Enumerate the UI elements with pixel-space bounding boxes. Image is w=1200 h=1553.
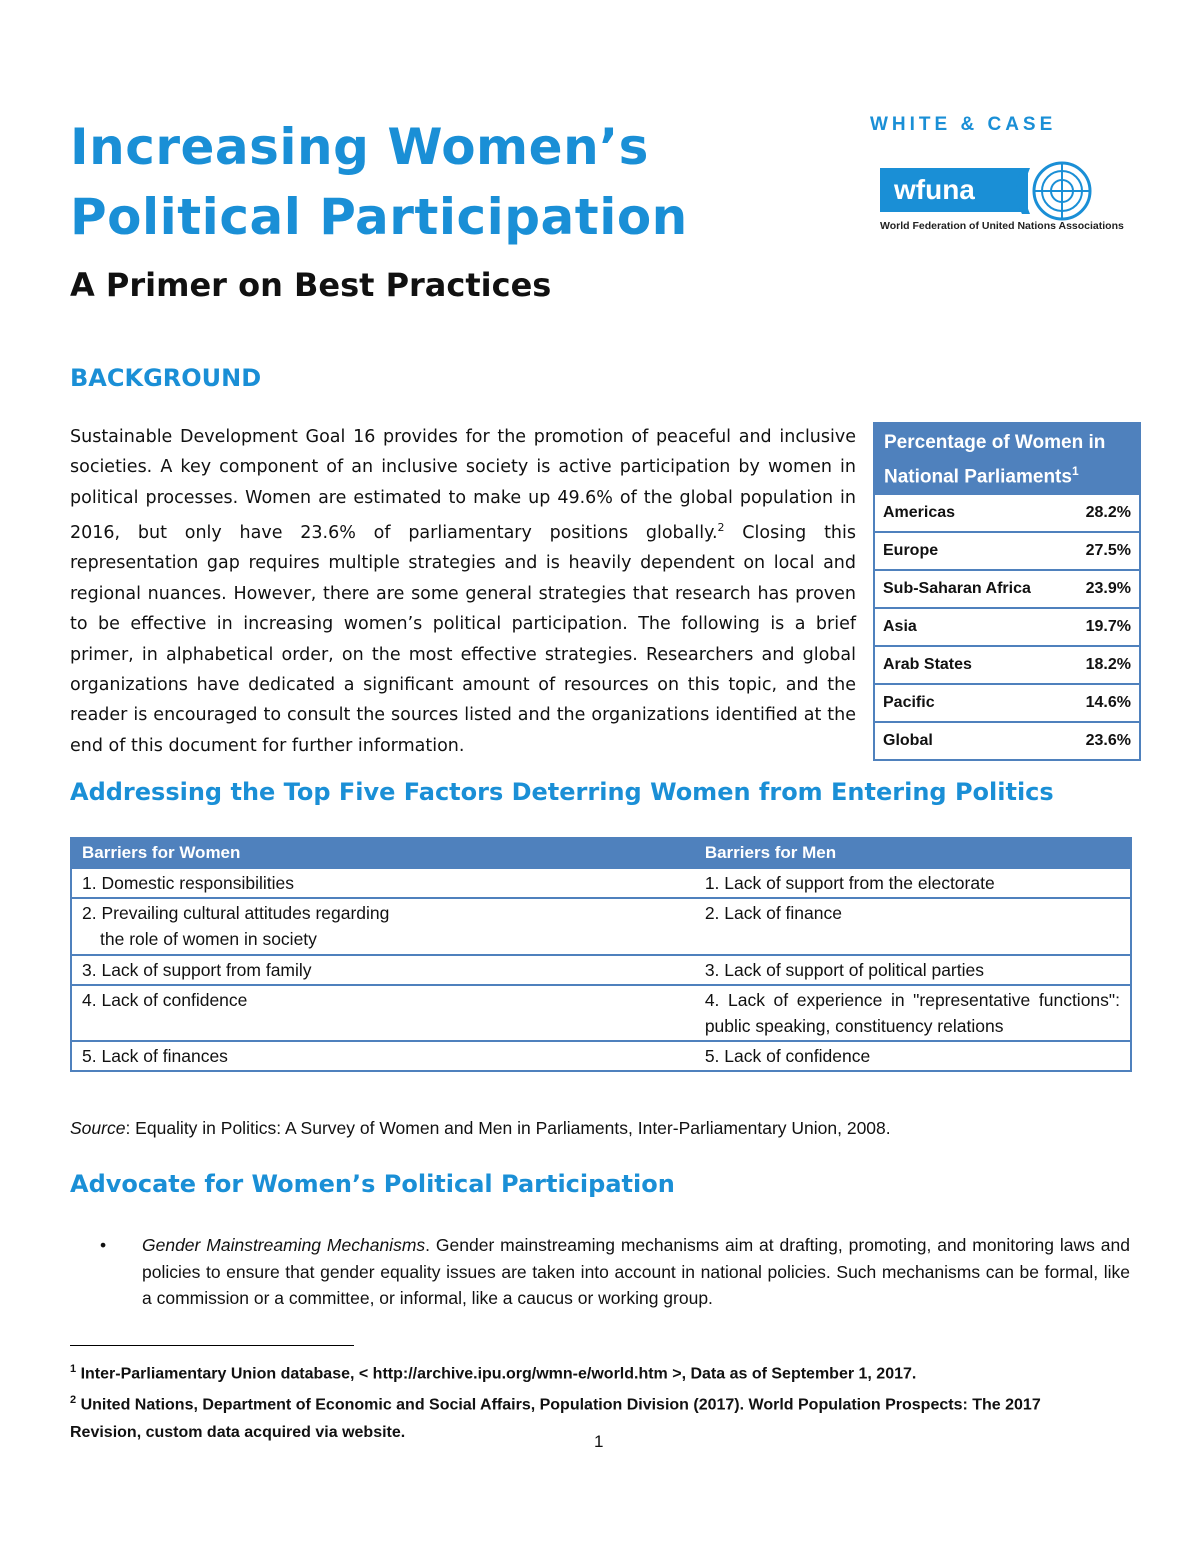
- table-row: 4. Lack of confidence 4. Lack of experience in "representative functions": public speaking, constituency relations: [72, 984, 1130, 1040]
- footnote-divider: [70, 1345, 354, 1346]
- stats-row: Global 23.6%: [875, 721, 1139, 759]
- barriers-table: [70, 837, 1132, 1072]
- stats-row: Arab States 18.2%: [875, 645, 1139, 683]
- stats-row: Sub-Saharan Africa 23.9%: [875, 569, 1139, 607]
- list-item: • Gender Mainstreaming Mechanisms. Gender mainstreaming mechanisms aim at drafting, promoting, and monitoring laws and policies to ensure that gender equality issues are taken into account in national policies. Such mechanisms can be formal, like a commission or a committee, or informal, like a caucus or working group.: [100, 1232, 1130, 1312]
- parliament-stats-box: [873, 422, 1141, 761]
- stats-row: Pacific 14.6%: [875, 683, 1139, 721]
- stats-heading: Percentage of Women in National Parliaments$^1$: [875, 424, 1139, 493]
- footnote-ref[interactable]: 2: [717, 521, 725, 535]
- un-emblem-icon: [1010, 158, 1094, 224]
- stats-row: Asia 19.7%: [875, 607, 1139, 645]
- wfuna-logo: wfuna: [880, 168, 1028, 212]
- background-paragraph: Sustainable Development Goal 16 provides for the promotion of peaceful and inclusive societies. A key component of an inclusive society is active participation by women in political processes. Women are estimated to make up 49.6% of the global population in 2016, but only have 23.6% of parliamentary positions globally.$^2$ Closing this representation gap requires multiple strategies and is heavily dependent on local and regional nuances. However, there are some general strategies that research has proven to be effective in increasing women’s political participation. The following is a brief primer, in alphabetical order, on the most effective strategies. Researchers and global organizations have dedicated a significant amount of resources on this topic, and the reader is encouraged to consult the sources listed and the organizations identified at the end of this document for further information.: [70, 427, 856, 756]
- table-row: 5. Lack of finances 5. Lack of confidence: [72, 1040, 1130, 1070]
- bullet-icon: •: [100, 1235, 107, 1255]
- wfuna-caption: World Federation of United Nations Associations: [880, 220, 1124, 232]
- page-title: Increasing Women’s Political Participation: [70, 118, 688, 246]
- page-number: 1: [594, 1432, 604, 1451]
- footnotes: [70, 1356, 1100, 1446]
- col-women-header: Barriers for Women: [82, 843, 241, 862]
- stats-row: Americas 28.2%: [875, 493, 1139, 531]
- col-men-header: Barriers for Men: [704, 843, 837, 862]
- table-row: 1. Domestic responsibilities 1. Lack of support from the electorate: [72, 867, 1130, 897]
- background-heading: BACKGROUND: [70, 364, 262, 392]
- table-source: Source: Equality in Politics: A Survey of Women and Men in Parliaments, Inter-Parliamentary Union, 2008.: [70, 1118, 891, 1138]
- barriers-table-header: [72, 839, 1130, 867]
- table-row: 3. Lack of support from family 3. Lack of support of political parties: [72, 954, 1130, 984]
- factors-heading: Addressing the Top Five Factors Deterring Women from Entering Politics: [70, 778, 1054, 806]
- page-subtitle: A Primer on Best Practices: [70, 266, 552, 304]
- stats-row: Europe 27.5%: [875, 531, 1139, 569]
- white-case-logo: WHITE & CASE: [870, 114, 1057, 135]
- table-row: 2. Prevailing cultural attitudes regarding the role of women in society 2. Lack of finance: [72, 897, 1130, 954]
- footnote-2: $^2$ United Nations, Department of Economic and Social Affairs, Population Division (2017). World Population Prospects: The 2017 Revision, custom data acquired via website.: [70, 1394, 1041, 1441]
- stats-heading-ref[interactable]: 1: [1071, 464, 1079, 478]
- footnote-1: $^1$ Inter-Parliamentary Union database, < http://archive.ipu.org/wmn-e/world.htm >, Data as of September 1, 2017.: [70, 1363, 917, 1383]
- advocate-heading: Advocate for Women’s Political Participation: [70, 1170, 675, 1198]
